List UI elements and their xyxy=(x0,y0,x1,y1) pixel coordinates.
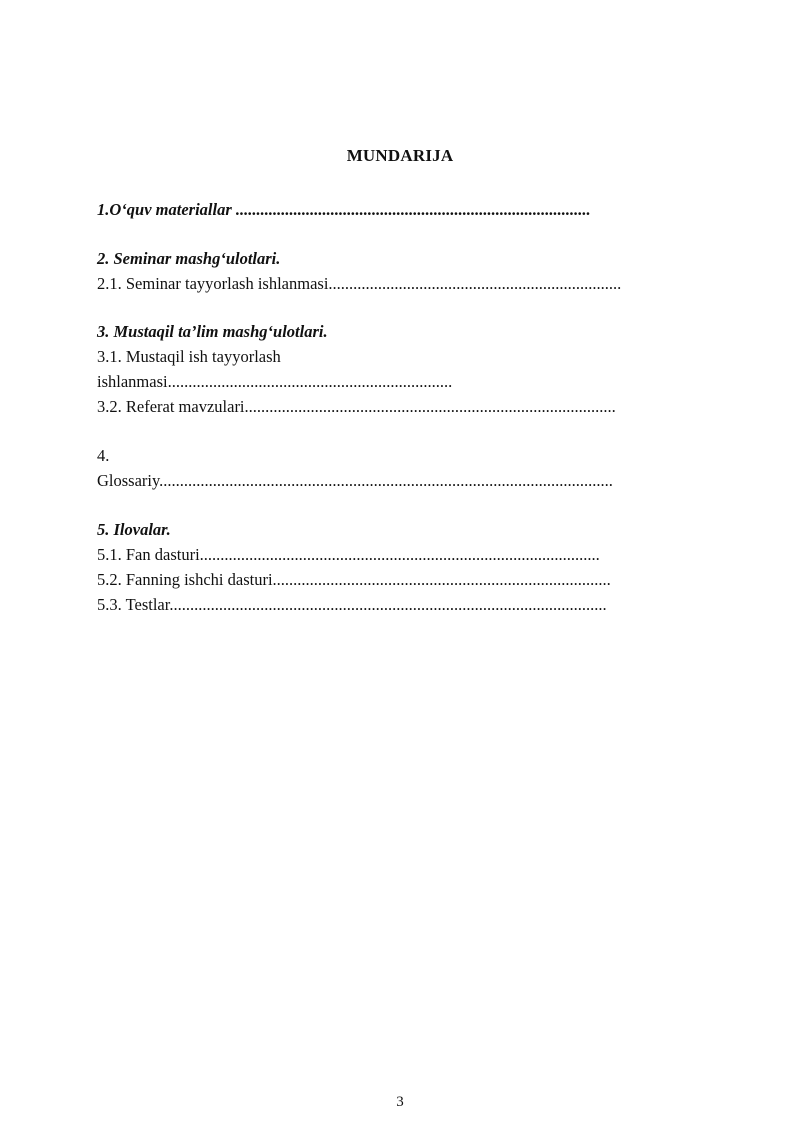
toc-section-3-heading: 3. Mustaqil ta’lim mashg‘ulotlari. xyxy=(97,322,328,341)
toc-section-5-heading: 5. Ilovalar. xyxy=(97,520,171,539)
toc-item-2-1: 2.1. Seminar tayyorlash ishlanmasi....................................................................... xyxy=(97,274,622,293)
page-title: MUNDARIJA xyxy=(346,146,454,165)
toc-section-2-heading: 2. Seminar mashg‘ulotlari. xyxy=(97,249,281,268)
toc-item-3-1-line1: 3.1. Mustaqil ish tayyorlash xyxy=(97,347,281,366)
toc-section-4-number: 4. xyxy=(97,446,110,465)
toc-item-5-2: 5.2. Fanning ishchi dasturi.................................................................................. xyxy=(97,570,611,589)
toc-item-3-1-line2: ishlanmasi..................................................................... xyxy=(97,372,453,391)
toc-item-3-2: 3.2. Referat mavzulari.......................................................................................... xyxy=(97,397,616,416)
page-number: 3 xyxy=(396,1094,404,1110)
toc-section-1: 1.O‘quv materiallar ...................................................................................... xyxy=(97,200,591,219)
toc-section-4-title: Glossariy.............................................................................................................. xyxy=(97,471,613,490)
toc-item-5-3: 5.3. Testlar.......................................................................................................... xyxy=(97,595,607,614)
toc-item-5-1: 5.1. Fan dasturi................................................................................................. xyxy=(97,545,600,564)
